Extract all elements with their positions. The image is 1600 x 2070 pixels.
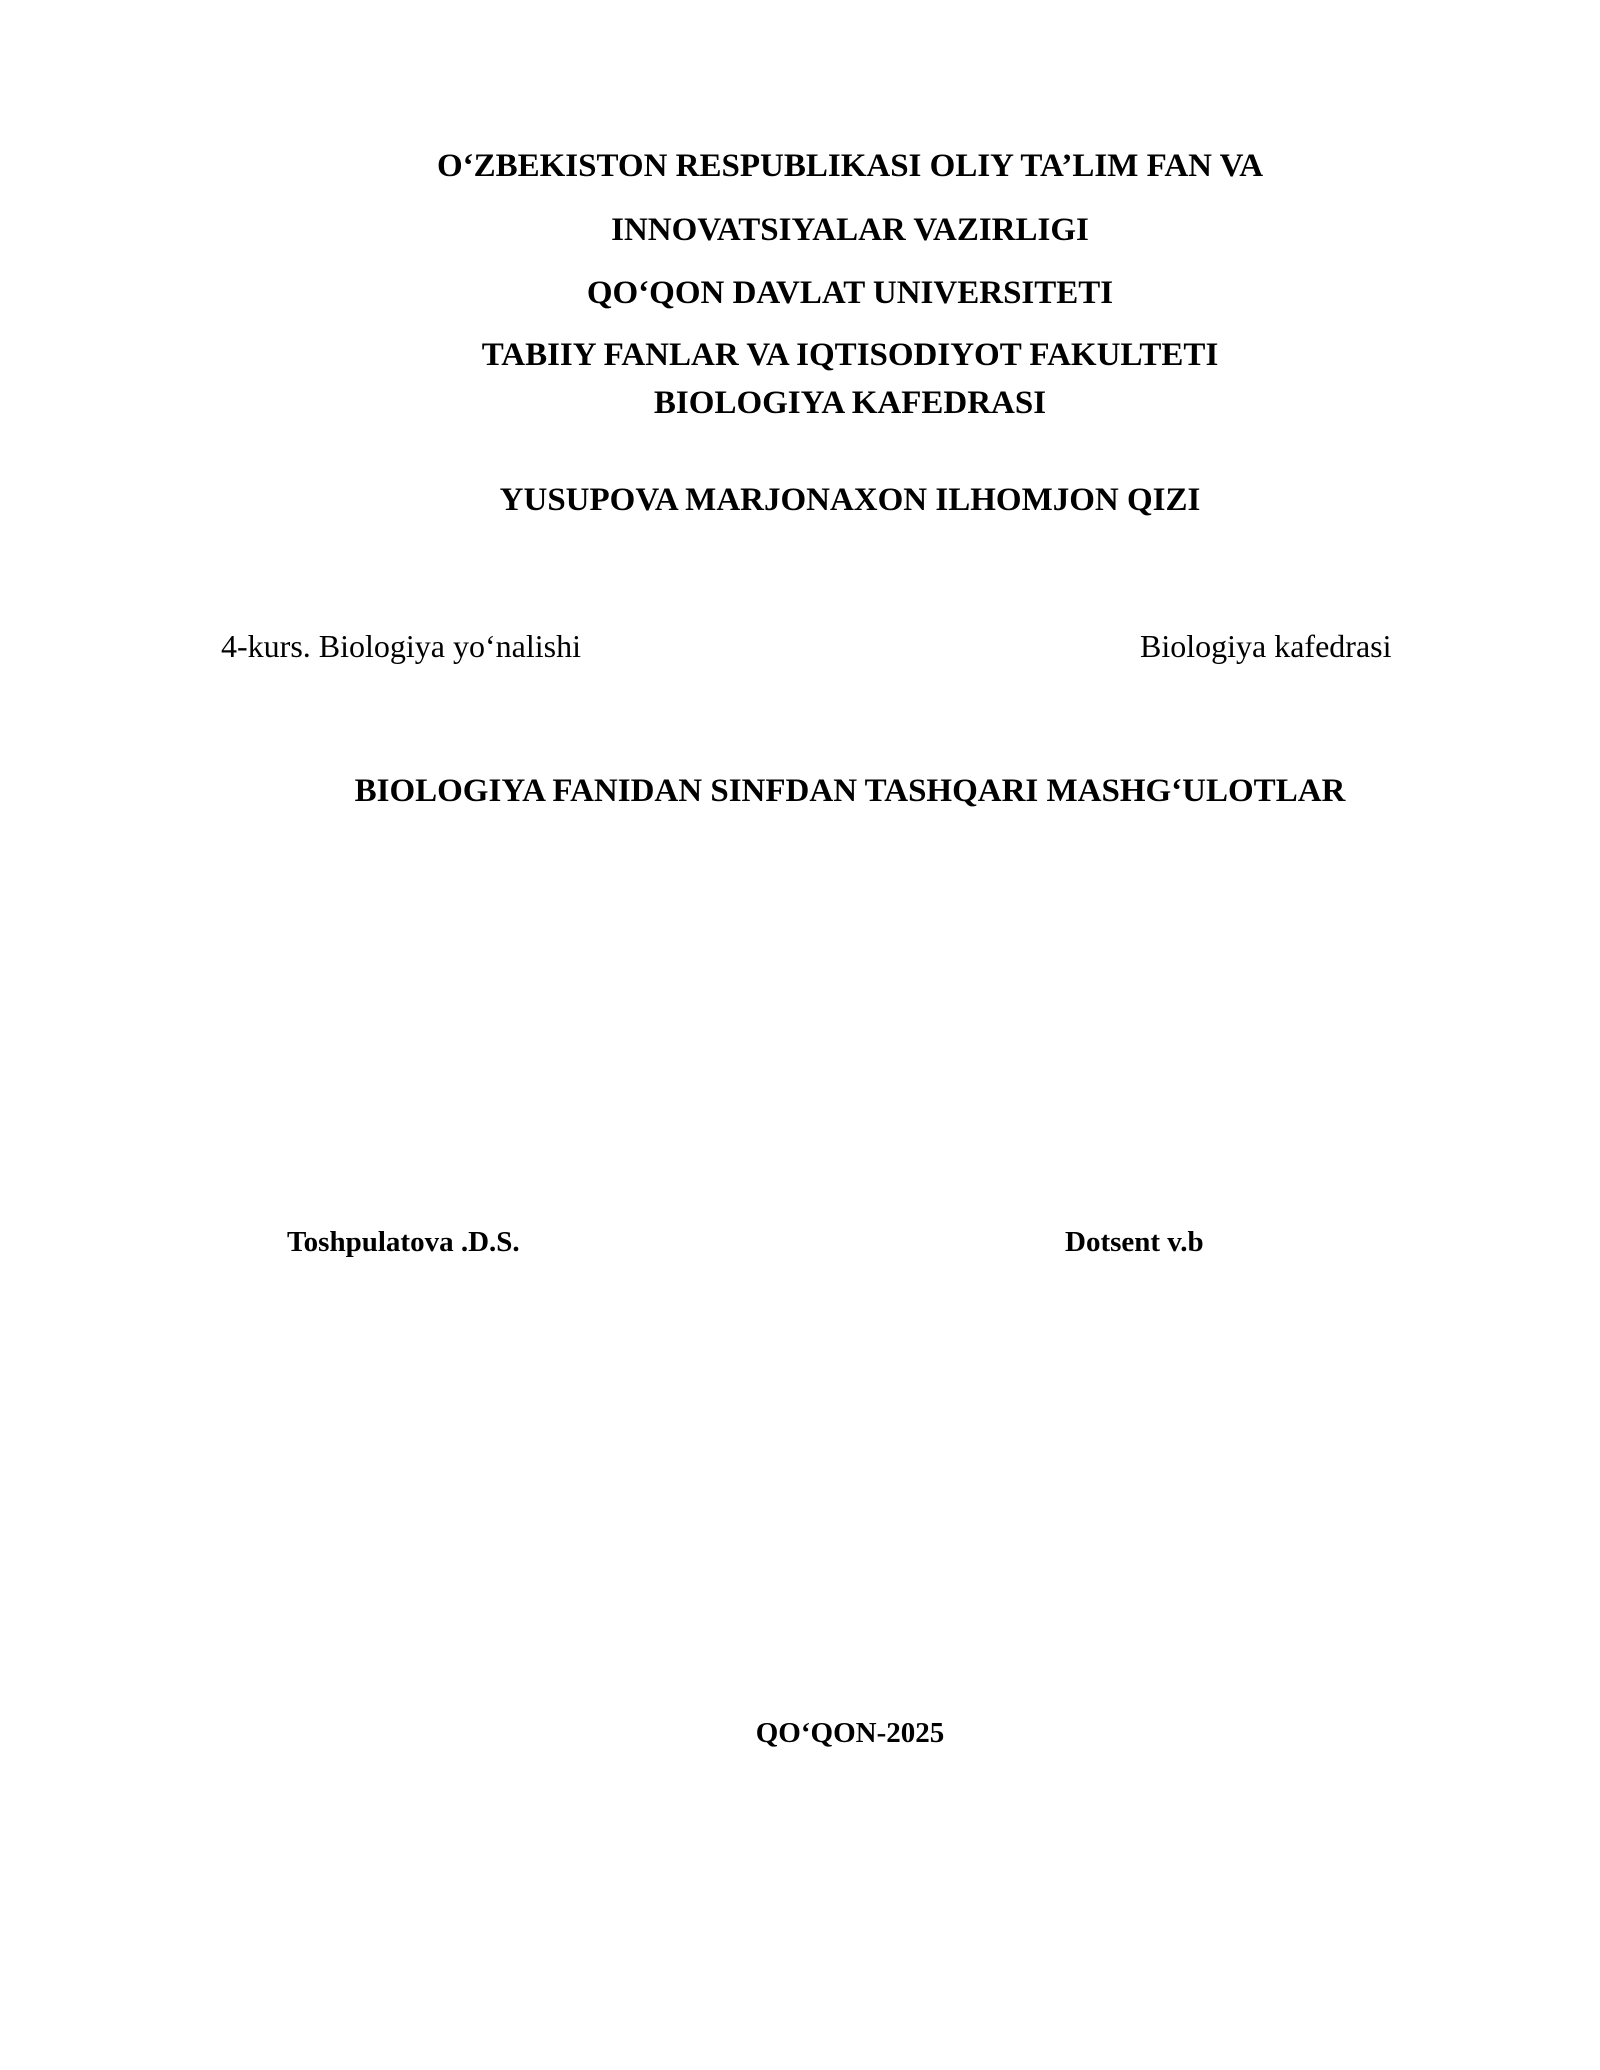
department-name: BIOLOGIYA KAFEDRASI — [653, 385, 1047, 421]
supervisor-position: Dotsent v.b — [1065, 1226, 1204, 1258]
ministry-line-2: INNOVATSIYALAR VAZIRLIGI — [611, 212, 1089, 248]
ministry-line-1: O‘ZBEKISTON RESPUBLIKASI OLIY TA’LIM FAN VA — [436, 148, 1264, 184]
faculty-name: TABIIY FANLAR VA IQTISODIYOT FAKULTETI — [481, 337, 1219, 373]
course-info: 4-kurs. Biologiya yo‘nalishi — [221, 628, 581, 664]
course-department: Biologiya kafedrasi — [1140, 628, 1392, 664]
university-name: QO‘QON DAVLAT UNIVERSITETI — [586, 275, 1114, 311]
place-year: QO‘QON-2025 — [755, 1717, 945, 1749]
document-title: BIOLOGIYA FANIDAN SINFDAN TASHQARI MASHG‘ULOTLAR — [354, 773, 1346, 809]
supervisor-name: Toshpulatova .D.S. — [287, 1226, 520, 1258]
author-name: YUSUPOVA MARJONAXON ILHOMJON QIZI — [499, 482, 1201, 518]
